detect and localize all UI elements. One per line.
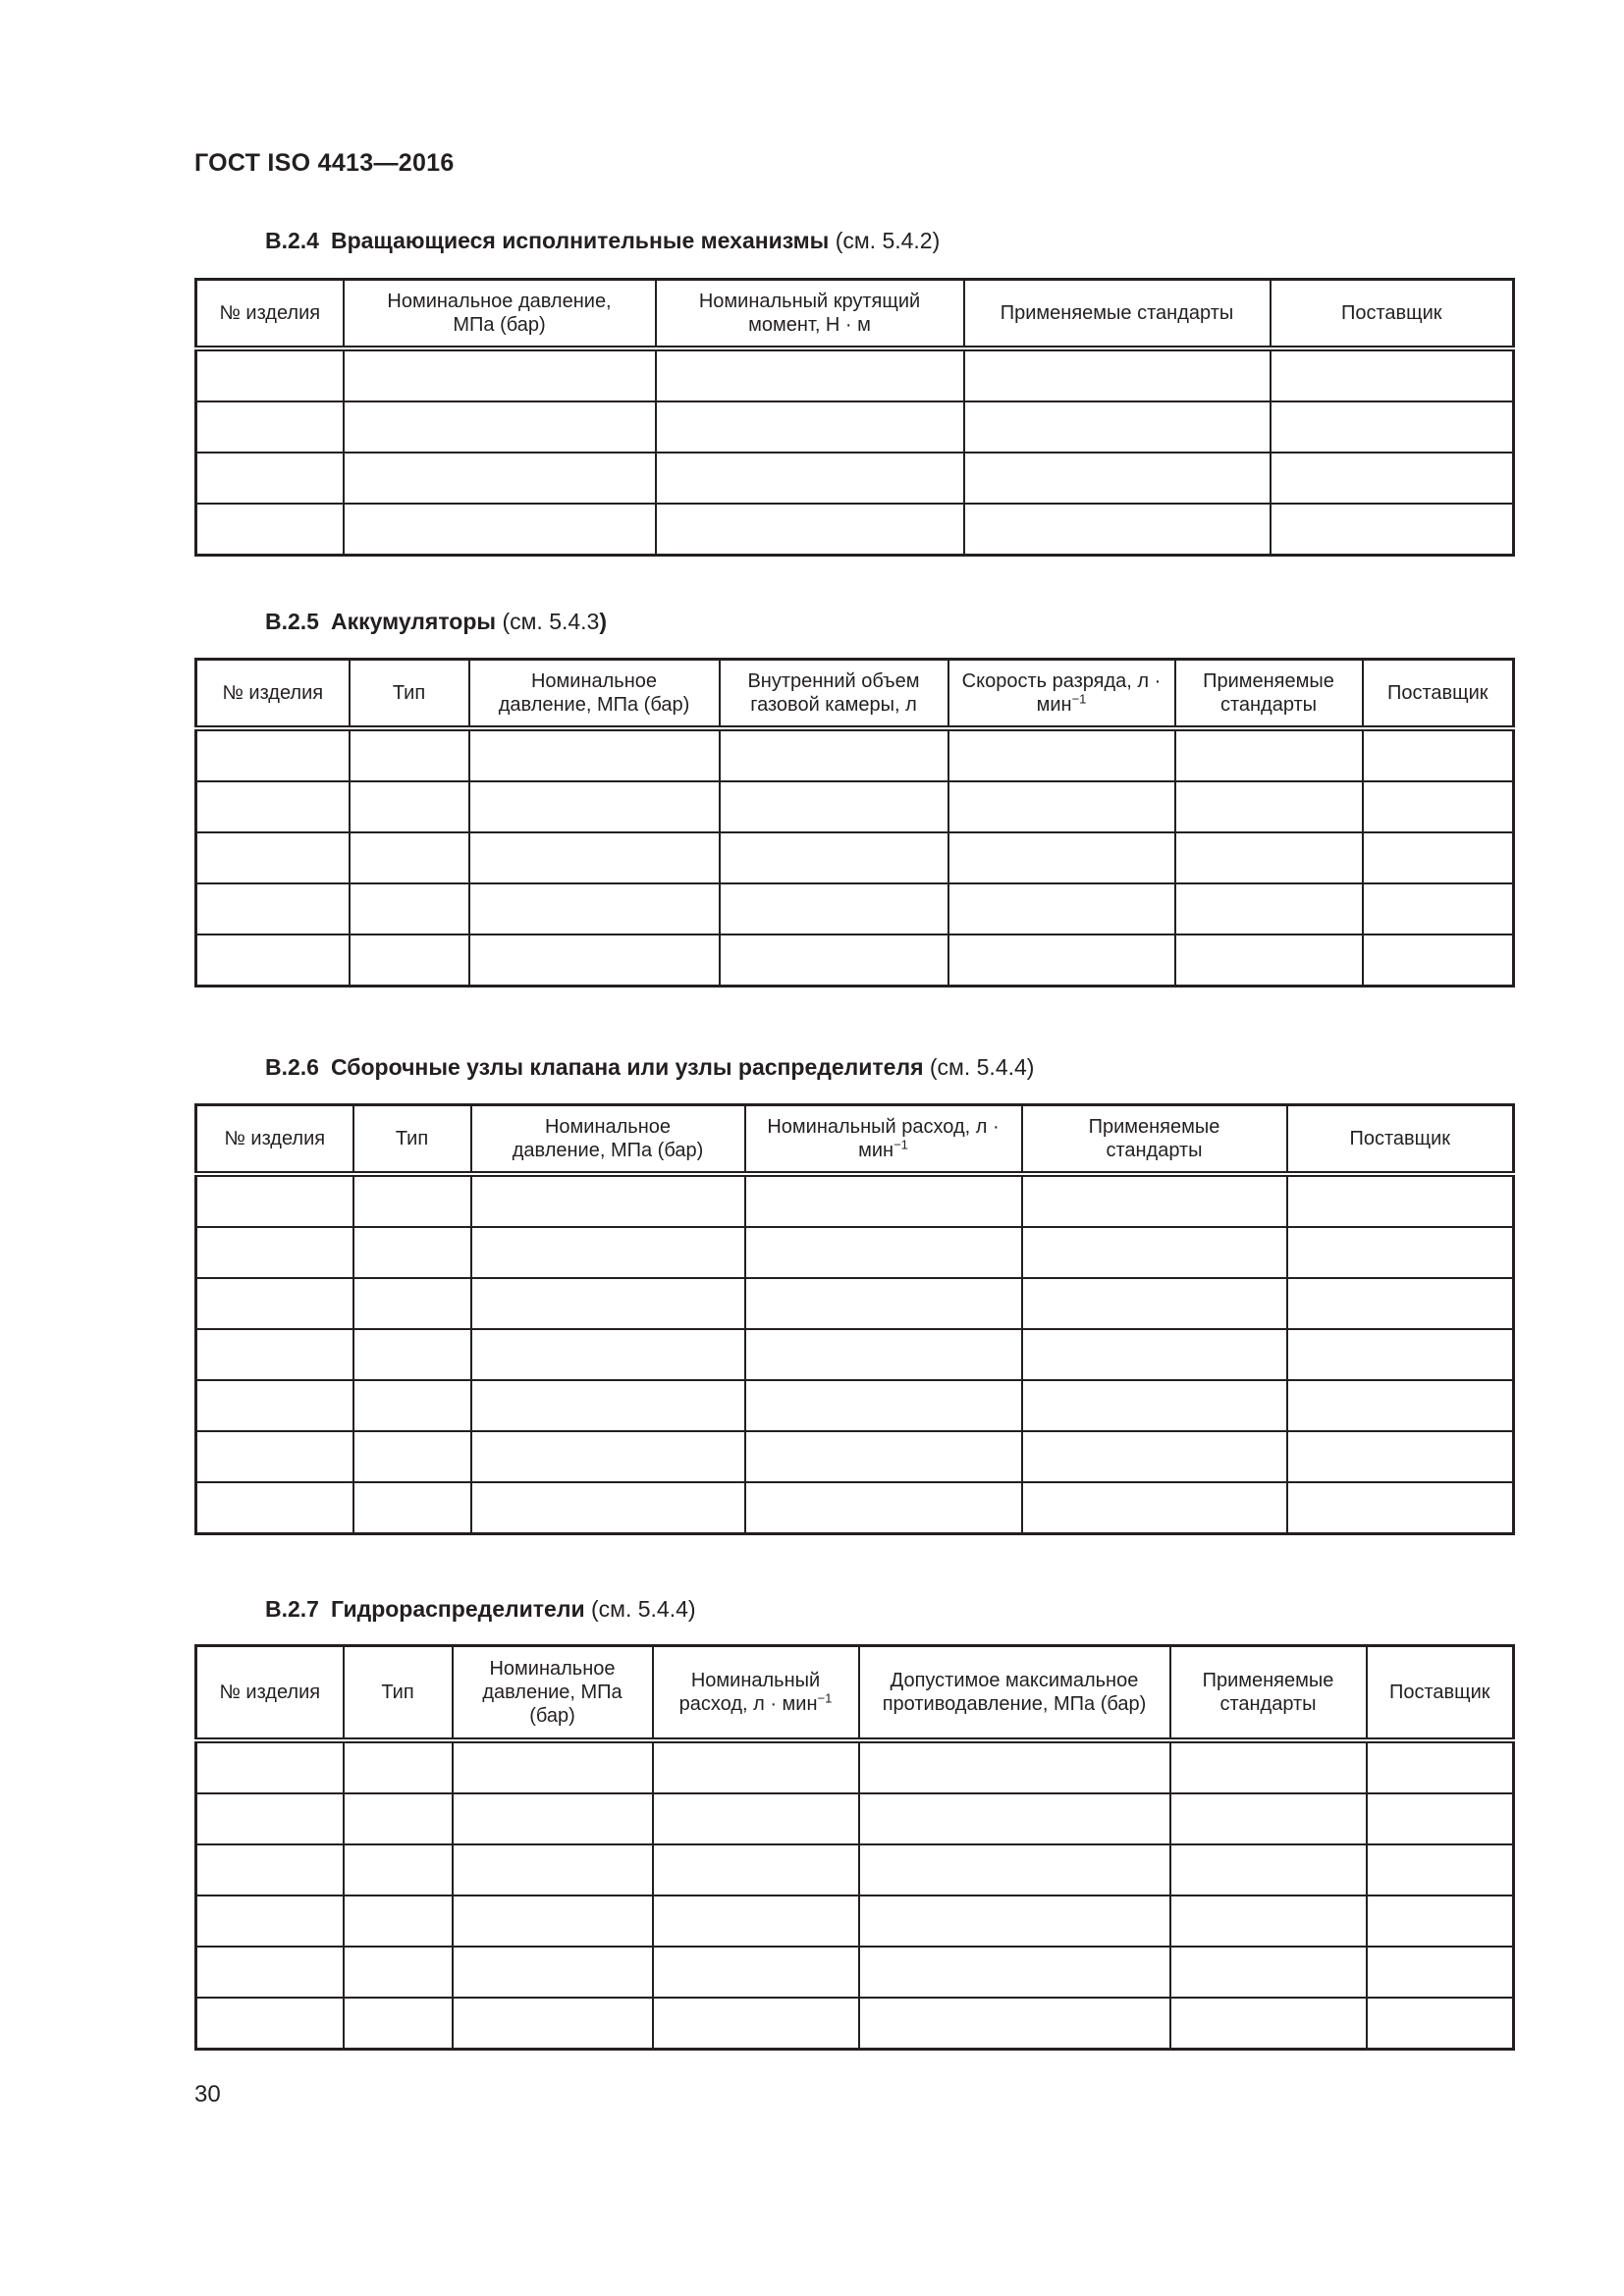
table-row: [196, 401, 1514, 453]
table-cell[interactable]: [948, 883, 1175, 934]
table-cell[interactable]: [653, 1896, 859, 1947]
column-header: № изделия: [196, 1105, 353, 1174]
table-cell[interactable]: [350, 728, 469, 781]
table-cell[interactable]: [1367, 1793, 1514, 1844]
table-cell[interactable]: [1363, 883, 1514, 934]
table-body: [196, 348, 1514, 556]
table-cell[interactable]: [196, 1174, 353, 1227]
table-cell[interactable]: [1367, 1844, 1514, 1896]
table-b27: [194, 1644, 1515, 2051]
section-ref: (см. 5.4.4): [929, 1054, 1035, 1080]
table-cell[interactable]: [453, 1947, 653, 1998]
table-b25: [194, 658, 1515, 988]
table-cell[interactable]: [471, 1227, 745, 1278]
column-header: № изделия: [196, 1646, 344, 1740]
table-cell[interactable]: [745, 1329, 1022, 1380]
table-cell[interactable]: [964, 348, 1271, 401]
section-ref: (см. 5.4.3): [502, 609, 608, 634]
section-ref: (см. 5.4.2): [835, 228, 941, 253]
table-cell[interactable]: [344, 1947, 453, 1998]
table-cell[interactable]: [344, 1896, 453, 1947]
table-cell[interactable]: [859, 1740, 1170, 1793]
table-row: [196, 1740, 1514, 1793]
table-cell[interactable]: [1287, 1482, 1514, 1534]
column-header: Номинальное давление, МПа (бар): [471, 1105, 745, 1174]
table-cell[interactable]: [196, 348, 344, 401]
table-cell[interactable]: [344, 401, 656, 453]
column-header: Номинальный расход, л · мин$^{-1}$: [745, 1105, 1022, 1174]
table-cell[interactable]: [1175, 934, 1363, 987]
table-row: [196, 1998, 1514, 2050]
table-cell[interactable]: [653, 1740, 859, 1793]
table-cell[interactable]: [745, 1431, 1022, 1482]
table-cell[interactable]: [964, 401, 1271, 453]
table-cell[interactable]: [350, 934, 469, 987]
table-cell[interactable]: [653, 1793, 859, 1844]
table-cell[interactable]: [353, 1431, 471, 1482]
table-row: [196, 1380, 1514, 1431]
table-cell[interactable]: [1170, 1947, 1367, 1998]
table-cell[interactable]: [948, 832, 1175, 883]
table-cell[interactable]: [656, 504, 964, 556]
table-cell[interactable]: [745, 1174, 1022, 1227]
column-header: Номинальный расход, л · мин$^{-1}$: [653, 1646, 859, 1740]
table-cell[interactable]: [469, 934, 720, 987]
table-body: [196, 728, 1514, 987]
section-title-b27: [265, 1596, 696, 1623]
table-cell[interactable]: [196, 401, 344, 453]
table-row: [196, 883, 1514, 934]
table-row: [196, 832, 1514, 883]
table-cell[interactable]: [1367, 1740, 1514, 1793]
table-cell[interactable]: [1022, 1380, 1287, 1431]
table-cell[interactable]: [1022, 1278, 1287, 1329]
table-cell[interactable]: [353, 1380, 471, 1431]
column-header: Скорость разряда, л · мин$^{-1}$: [948, 660, 1175, 728]
column-header: Тип: [353, 1105, 471, 1174]
table-cell[interactable]: [1022, 1482, 1287, 1534]
table-cell[interactable]: [196, 1998, 344, 2050]
table-cell[interactable]: [948, 781, 1175, 832]
table-cell[interactable]: [1022, 1431, 1287, 1482]
section-name: Вращающиеся исполнительные механизмы: [330, 228, 830, 253]
table-cell[interactable]: [745, 1227, 1022, 1278]
table-cell[interactable]: [344, 453, 656, 504]
table-cell[interactable]: [653, 1998, 859, 2050]
table-row: [196, 1896, 1514, 1947]
table-cell[interactable]: [859, 1998, 1170, 2050]
table-cell[interactable]: [653, 1844, 859, 1896]
table-body: [196, 1174, 1514, 1534]
table-cell[interactable]: [196, 1947, 344, 1998]
table-cell[interactable]: [196, 1431, 353, 1482]
table-cell[interactable]: [1170, 1740, 1367, 1793]
section-ref: (см. 5.4.4): [591, 1596, 696, 1622]
table-cell[interactable]: [453, 1740, 653, 1793]
table-cell[interactable]: [1367, 1896, 1514, 1947]
section-number: В.2.4: [265, 228, 319, 253]
table-cell[interactable]: [196, 1482, 353, 1534]
column-header: Тип: [344, 1646, 453, 1740]
table-row: [196, 1329, 1514, 1380]
table-cell[interactable]: [196, 453, 344, 504]
table-cell[interactable]: [720, 728, 948, 781]
column-header: Номинальное давление, МПа (бар): [469, 660, 720, 728]
table-body: [196, 1740, 1514, 2050]
table-cell[interactable]: [859, 1793, 1170, 1844]
column-header: Номинальное давление, МПа (бар): [453, 1646, 653, 1740]
table-b26: [194, 1103, 1515, 1535]
table-cell[interactable]: [344, 1740, 453, 1793]
table-cell[interactable]: [1170, 1844, 1367, 1896]
table-cell[interactable]: [469, 832, 720, 883]
table-cell[interactable]: [1363, 728, 1514, 781]
table-cell[interactable]: [1022, 1329, 1287, 1380]
table-cell[interactable]: [196, 1227, 353, 1278]
table-cell[interactable]: [344, 348, 656, 401]
table-cell[interactable]: [196, 728, 350, 781]
table-row: [196, 1431, 1514, 1482]
table-cell[interactable]: [196, 504, 344, 556]
table-cell[interactable]: [720, 781, 948, 832]
table-cell[interactable]: [196, 1740, 344, 1793]
table-cell[interactable]: [344, 1998, 453, 2050]
column-header: Применяемые стандарты: [964, 280, 1271, 348]
table-cell[interactable]: [471, 1278, 745, 1329]
table-cell[interactable]: [353, 1174, 471, 1227]
column-header: Применяемые стандарты: [1170, 1646, 1367, 1740]
table-row: [196, 1227, 1514, 1278]
table-cell[interactable]: [1175, 728, 1363, 781]
table-cell[interactable]: [469, 781, 720, 832]
table-cell[interactable]: [1022, 1174, 1287, 1227]
table-cell[interactable]: [964, 504, 1271, 556]
table-cell[interactable]: [196, 1793, 344, 1844]
table-cell[interactable]: [471, 1329, 745, 1380]
column-header: Поставщик: [1367, 1646, 1514, 1740]
table-cell[interactable]: [471, 1174, 745, 1227]
table-cell[interactable]: [1363, 781, 1514, 832]
section-title-b26: [265, 1054, 1034, 1081]
section-name: Аккумуляторы: [330, 609, 497, 634]
table-row: [196, 348, 1514, 401]
table-cell[interactable]: [1287, 1227, 1514, 1278]
table-cell[interactable]: [1367, 1947, 1514, 1998]
table-cell[interactable]: [344, 1793, 453, 1844]
table-cell[interactable]: [859, 1844, 1170, 1896]
document-header: ГОСТ ISO 4413—2016: [194, 149, 455, 177]
table-cell[interactable]: [196, 1844, 344, 1896]
column-header: № изделия: [196, 660, 350, 728]
table-cell[interactable]: [1271, 504, 1514, 556]
table-cell[interactable]: [453, 1998, 653, 2050]
table-cell[interactable]: [471, 1482, 745, 1534]
table-cell[interactable]: [1287, 1278, 1514, 1329]
section-number: В.2.7: [265, 1596, 319, 1622]
table-cell[interactable]: [196, 1380, 353, 1431]
table-cell[interactable]: [720, 883, 948, 934]
table-cell[interactable]: [353, 1278, 471, 1329]
table-cell[interactable]: [1271, 401, 1514, 453]
column-header: № изделия: [196, 280, 344, 348]
table-cell[interactable]: [196, 1896, 344, 1947]
section-number: В.2.5: [265, 609, 319, 634]
table-cell[interactable]: [196, 781, 350, 832]
column-header: Номинальный крутящий момент, Н · м: [656, 280, 964, 348]
column-header: Допустимое максимальное противодавление, МПа (бар): [859, 1646, 1170, 1740]
table-row: [196, 728, 1514, 781]
table-cell[interactable]: [656, 453, 964, 504]
table-cell[interactable]: [745, 1482, 1022, 1534]
table-row: [196, 934, 1514, 987]
table-cell[interactable]: [948, 934, 1175, 987]
table-cell[interactable]: [196, 832, 350, 883]
table-cell[interactable]: [471, 1431, 745, 1482]
table-cell[interactable]: [653, 1947, 859, 1998]
table-row: [196, 1174, 1514, 1227]
table-row: [196, 781, 1514, 832]
table-cell[interactable]: [469, 883, 720, 934]
table-cell[interactable]: [1175, 832, 1363, 883]
table-cell[interactable]: [353, 1329, 471, 1380]
table-cell[interactable]: [350, 883, 469, 934]
table-cell[interactable]: [1271, 348, 1514, 401]
table-cell[interactable]: [196, 883, 350, 934]
table-cell[interactable]: [196, 1278, 353, 1329]
table-cell[interactable]: [196, 1329, 353, 1380]
table-cell[interactable]: [1287, 1431, 1514, 1482]
table-cell[interactable]: [344, 504, 656, 556]
table-cell[interactable]: [453, 1844, 653, 1896]
table-cell[interactable]: [1170, 1793, 1367, 1844]
table-cell[interactable]: [350, 832, 469, 883]
table-cell[interactable]: [720, 832, 948, 883]
table-cell[interactable]: [656, 348, 964, 401]
table-row: [196, 1947, 1514, 1998]
table-cell[interactable]: [745, 1278, 1022, 1329]
section-number: В.2.6: [265, 1054, 319, 1080]
table-row: [196, 1844, 1514, 1896]
column-header: Номинальное давление, МПа (бар): [344, 280, 656, 348]
table-cell[interactable]: [471, 1380, 745, 1431]
table-cell[interactable]: [964, 453, 1271, 504]
column-header: Тип: [350, 660, 469, 728]
table-cell[interactable]: [1271, 453, 1514, 504]
page-number: 30: [194, 2081, 221, 2108]
section-title-b25: [265, 609, 607, 635]
table-cell[interactable]: [859, 1947, 1170, 1998]
section-name: Гидрораспределители: [330, 1596, 585, 1622]
column-header: Применяемые стандарты: [1175, 660, 1363, 728]
table-row: [196, 1793, 1514, 1844]
table-cell[interactable]: [1287, 1380, 1514, 1431]
column-header: Поставщик: [1271, 280, 1514, 348]
table-cell[interactable]: [453, 1793, 653, 1844]
table-row: [196, 453, 1514, 504]
table-cell[interactable]: [344, 1844, 453, 1896]
table-cell[interactable]: [1175, 781, 1363, 832]
table-cell[interactable]: [1022, 1227, 1287, 1278]
column-header: Поставщик: [1363, 660, 1514, 728]
table-cell[interactable]: [1363, 934, 1514, 987]
table-cell[interactable]: [1170, 1896, 1367, 1947]
table-cell[interactable]: [1170, 1998, 1367, 2050]
table-cell[interactable]: [656, 401, 964, 453]
table-cell[interactable]: [720, 934, 948, 987]
table-row: [196, 1278, 1514, 1329]
table-cell[interactable]: [353, 1227, 471, 1278]
table-cell[interactable]: [948, 728, 1175, 781]
table-cell[interactable]: [1287, 1329, 1514, 1380]
table-cell[interactable]: [1175, 883, 1363, 934]
column-header: Применяемые стандарты: [1022, 1105, 1287, 1174]
table-cell[interactable]: [453, 1896, 653, 1947]
column-header: Поставщик: [1287, 1105, 1514, 1174]
table-cell[interactable]: [745, 1380, 1022, 1431]
table-cell[interactable]: [859, 1896, 1170, 1947]
table-b24: [194, 278, 1515, 557]
table-row: [196, 504, 1514, 556]
column-header: Внутренний объем газовой камеры, л: [720, 660, 948, 728]
table-row: [196, 1482, 1514, 1534]
table-cell[interactable]: [350, 781, 469, 832]
table-cell[interactable]: [196, 934, 350, 987]
section-name: Сборочные узлы клапана или узлы распределителя: [330, 1054, 924, 1080]
table-cell[interactable]: [1363, 832, 1514, 883]
table-cell[interactable]: [1367, 1998, 1514, 2050]
table-cell[interactable]: [1287, 1174, 1514, 1227]
table-cell[interactable]: [469, 728, 720, 781]
section-title-b24: [265, 228, 940, 254]
table-cell[interactable]: [353, 1482, 471, 1534]
